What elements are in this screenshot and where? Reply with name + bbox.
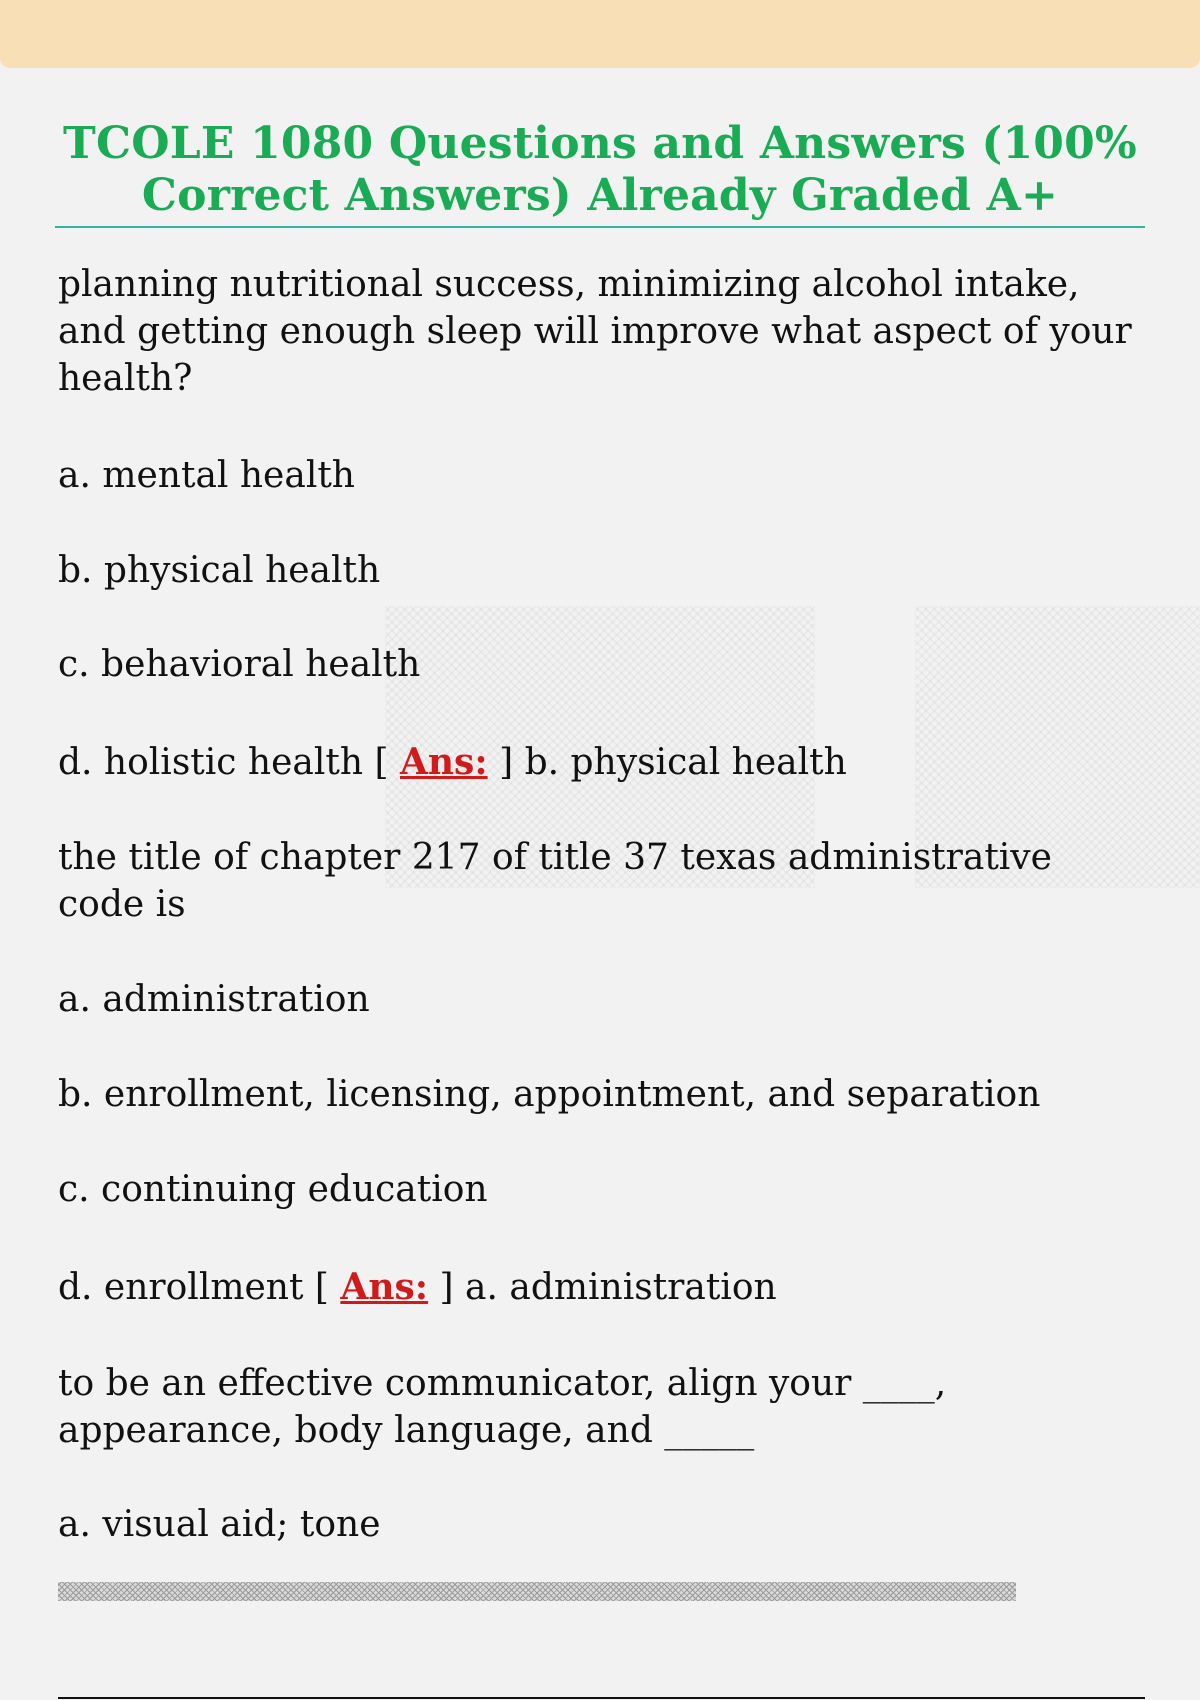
answer-bracket-close: ] [428,1267,454,1308]
question-1-option-c: c. behavioral health [58,644,421,685]
option-text: d. holistic health [58,742,363,783]
question-1-option-b: b. physical health [58,550,381,591]
blurred-content-strip [58,1582,1016,1601]
prompt-line: planning nutritional success, minimizing alcohol intake, [58,264,1080,305]
question-1-prompt [58,261,1132,402]
title-line-1: TCOLE 1080 Questions and Answers (100% [63,118,1137,169]
prompt-line: appearance, body language, and _____ [58,1410,755,1451]
answer-text: b. physical health [524,742,847,783]
answer-label: Ans: [340,1266,429,1308]
answer-label: Ans: [399,741,488,783]
option-text: d. enrollment [58,1267,304,1308]
answer-bracket-open: [ [314,1267,341,1308]
prompt-line: the title of chapter 217 of title 37 texas administrative [58,837,1052,878]
question-2-option-a: a. administration [58,979,370,1020]
answer-text: a. administration [465,1267,777,1308]
question-3-option-a: a. visual aid; tone [58,1504,381,1545]
top-banner [0,0,1200,68]
question-2-option-b: b. enrollment, licensing, appointment, and separation [58,1074,1041,1115]
bottom-divider [58,1697,1145,1699]
question-2-option-d [58,1264,777,1311]
title-line-2: Correct Answers) Already Graded A+ [141,170,1059,221]
question-2-prompt [58,834,1052,928]
prompt-line: code is [58,884,186,925]
answer-bracket-close: ] [487,742,514,783]
question-2-option-c: c. continuing education [58,1169,488,1210]
document-title [55,118,1145,228]
prompt-line: to be an effective communicator, align your ____, [58,1363,947,1404]
question-1-option-a: a. mental health [58,455,355,496]
question-1-option-d [58,739,847,786]
prompt-line: health? [58,358,193,399]
question-3-prompt [58,1360,946,1454]
answer-bracket-open: [ [374,742,400,783]
prompt-line: and getting enough sleep will improve what aspect of your [58,311,1132,352]
